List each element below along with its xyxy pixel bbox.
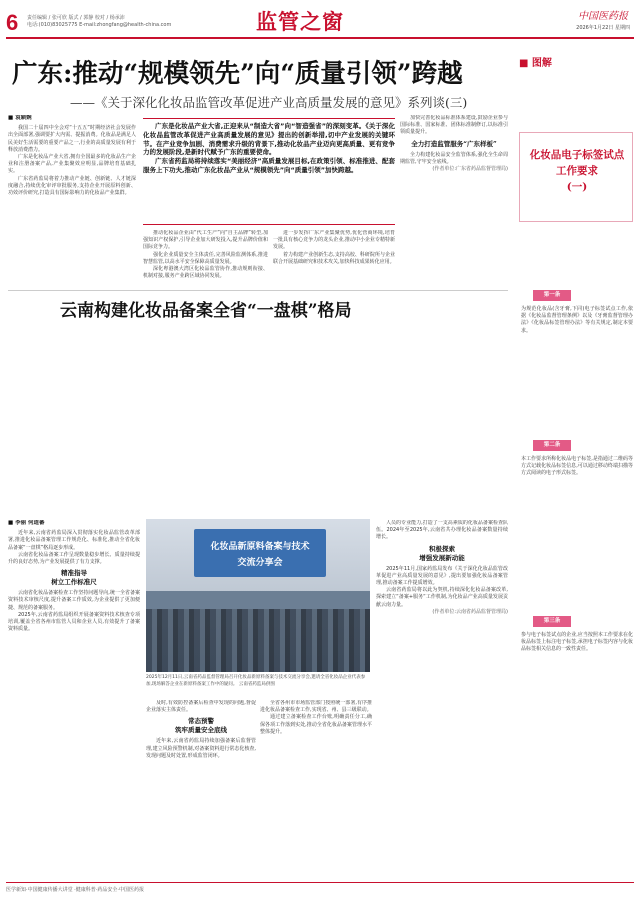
paragraph: 广东省药监局将着力推动产业链、创新链、人才链深度融合,持续优化审评审批服务,支持企业开展原料创新、功效评价研究,打造具有国际影响力的化妆品产业集群。 <box>8 175 136 197</box>
paragraph: 深化粤港澳大湾区化妆品监管协作,推动规则衔接、机制对接,服务产业跨区域协同发展。 <box>143 266 268 280</box>
article2-subhead-3: 积极探索 增强发展新动能 <box>419 544 465 562</box>
article1-subtitle: ——《关于深化化妆品监管改革促进产业高质量发展的意见》系列谈(三) <box>70 95 468 110</box>
paragraph: 云南省化妆品备案工作呈现数量稳步增长、质量持续提升的良好态势,为产业发展提供了有力支撑。 <box>8 551 140 566</box>
banner-line: 化妆品新原料备案与技术 <box>210 542 310 552</box>
paragraph: 强化企业质量安全主体责任,完善风险监测体系,推进智慧监管,以高水平安全保障高质量发展。 <box>143 251 268 265</box>
lead-paragraph: 广东是化妆品产业大省,正迎来从“制造大省”向“智造强省”的深刻变革。《关于深化化妆品监管改革促进产业高质量发展的意见》提出的创新举措,切中产业发展的关键环节。在产业竞争加剧、消费需求升级的背景下,推动化妆品产业迈向更高质量、更有竞争力的发展阶段,是新时代赋予广东的重要使命。 <box>143 122 395 157</box>
paragraph: 全力构建化妆品安全监管体系,强化全生命周期监管,守牢安全底线。 <box>400 151 508 165</box>
page-header <box>0 0 640 38</box>
paragraph: 云南省药监局将以此为契机,持续深化化妆品备案改革,探索建立“备案+服务“工作机制,为化妆品产业高质量发展贡献云南力量。 <box>376 587 508 608</box>
paragraph: 通过建立备案检查工作台账,明确责任分工,确保各项工作落到实处,推动全省化妆品备案管理水平整体提升。 <box>260 714 372 735</box>
infographic-sidebar <box>513 42 634 876</box>
header-rule <box>6 37 634 39</box>
paragraph: 我国二十届四中全会对“十五五”时期经济社会发展作出全面部署,强调要扩大内需、提振消费。化妆品是满足人民美好生活需要的重要产品之一,行业的高质量发展有利于释放消费潜力。 <box>8 125 136 153</box>
sidebar-label-2: 第二条 <box>533 440 571 451</box>
event-photo <box>146 519 370 672</box>
article2-author: ■ 李丽 何道蕃 <box>8 520 45 526</box>
article1-column-4 <box>400 115 508 288</box>
article-divider <box>8 290 508 291</box>
editor-info: 责任编辑 / 张可欣 版式 / 郭静 校对 / 杨承沛 电话:(010)83025775 E-mail:zhongfang@health-china.com <box>27 15 172 28</box>
lead-bottom-rule <box>143 224 395 225</box>
article2-subhead-1: 精准指导 树立工作标准尺 <box>51 569 97 587</box>
sidebar-label-3: 第三条 <box>533 616 571 627</box>
photo-banner <box>194 529 326 577</box>
article1-author: ■ 袁颖婉 <box>8 115 32 121</box>
article2-credit: (作者单位:云南省药品监督管理局) <box>432 608 508 615</box>
paragraph: 近年来,云南省药监局持续加强备案后监督管理,建立风险预警机制,对备案资料进行常态化核查,发现问题及时处置,形成监管闭环。 <box>146 738 256 759</box>
sidebar-label-1: 第一条 <box>533 290 571 301</box>
paragraph: 2025年,云南省药监局组织开展备案资料技术核查专项培训,覆盖全省各州市监管人员和企业人员,有效提升了备案资料质量。 <box>8 611 140 633</box>
sidebar-text-3: 参与电子标签试点的企业,应当按照本工作要求在化妆品标签上标注电子标签,承担电子标签内容与化妆品标签相关信息的一致性责任。 <box>521 632 633 653</box>
sidebar-title-box <box>519 132 633 222</box>
paper-name: 中国医药报 <box>578 11 628 22</box>
article1-column-1 <box>8 115 136 285</box>
paragraph: 进一步发挥广东产业集聚优势,优化营商环境,培育一批具有核心竞争力的龙头企业,推动中小企业专精特新发展。 <box>273 230 395 251</box>
article1-column-3 <box>273 230 395 288</box>
paragraph: 加快完善化妆品标准体系建设,鼓励企业参与国际标准、国家标准、团体标准制修订,以标准引领质量提升。 <box>400 115 508 136</box>
issue-date: 2026年1月22日 星期四 <box>576 25 630 31</box>
article2-column-1 <box>8 520 140 875</box>
article1-title: 广东:推动“规模领先”向“质量引领”跨越 <box>12 59 463 89</box>
paragraph: 2025年11月,国家药监局发布《关于深化化妆品监管改革促进产业高质量发展的意见》,提出要加强化妆品备案管理,推动备案工作提质增效。 <box>376 565 508 587</box>
paragraph: 近年来,云南省药监局深入贯彻落实化妆品监管改革部署,推进化妆品备案管理工作规范化、标准化,推动全省化妆品备案“一盘棋”格局逐步形成。 <box>8 530 140 551</box>
article2-title: 云南构建化妆品备案全省“一盘棋”格局 <box>60 301 352 321</box>
paragraph: 全省各州市市场监管部门按照统一部署,有序推进化妆品备案检查工作,实现省、州、县三级联动。 <box>260 700 372 714</box>
banner-line: 交流分享会 <box>237 558 283 568</box>
paragraph: 推动化妆品企业由“代工生产”向“自主品牌”转型,加强知识产权保护,引导企业加大研发投入,提升品牌价值和国际竞争力。 <box>143 230 268 251</box>
sidebar-title: 化妆品电子标签试点 工作要求 (一) <box>529 149 625 193</box>
article1-credit: (作者单位:广东省药品监督管理局) <box>432 166 508 173</box>
lead-top-rule <box>143 118 395 119</box>
sidebar-text-2: 本工作要求所称化妆品电子标签,是指通过二维码等方式记载化妆品标签信息,可以通过移动终端扫描等方式阅读的电子形式标签。 <box>521 456 633 477</box>
footer-rule <box>6 882 634 883</box>
paragraph: 人员的专业能力,打造了一支高素质的化妆品备案检查队伍。2024年至2025年,云南省共办理化妆品备案数量持续增长。 <box>376 520 508 541</box>
paragraph: 云南省化妆品备案检查工作坚持问题导向,统一全省备案资料技术审核尺度,提升备案工作质效,为企业提供了更加便捷、规范的备案服务。 <box>8 590 140 611</box>
paragraph: 及时,有效防控备案后检查中发现的问题,督促企业落实主体责任。 <box>146 700 256 714</box>
lead-paragraph: 广东省药监局将持续落实“美丽经济”高质量发展目标,在政策引领、标准推进、配套服务上下功夫,推动广东化妆品产业从“规模领先”向“质量引领”加快跨越。 <box>143 157 395 174</box>
article2-subhead-2: 常态预警 筑牢质量安全底线 <box>175 717 227 735</box>
page-footer: 医学新知·中国健康传播大讲堂 ·健康科普·药品安全·中国医药报 <box>6 887 144 893</box>
photo-stage <box>146 591 370 609</box>
article1-column-2 <box>143 230 268 288</box>
paragraph: 着力构建产业创新生态,支持高校、科研院所与企业联合开展基础研究和技术攻关,加快科技成果转化应用。 <box>273 251 395 265</box>
paragraph: 广东是化妆品产业大省,拥有全国最多的化妆品生产企业和注册备案产品,产业集聚效应明显,品牌培育基础扎实。 <box>8 154 136 175</box>
article1-subhead: 全力打造监管服务“广东样板” <box>411 139 497 148</box>
photo-caption: 2025年12月11日,云南省药品监督管理局召开化妆品新原料备案与技术交流分享会,邀请全省化妆品企业代表参加,现场解答企业在新原料备案工作中的疑问。 云南省药监局供图 <box>146 675 366 687</box>
article2-column-4 <box>376 520 508 875</box>
article2-column-2 <box>146 700 256 875</box>
sidebar-text-1: 为规范化妆品(含牙膏,下同)电子标签试点工作,依据《化妆品监督管理条例》以及《牙膏监督管理办法》《化妆品标签管理办法》等有关规定,制定本要求。 <box>521 306 633 334</box>
sidebar-heading: ■ 图解 <box>519 58 552 69</box>
section-title: 监管之窗 <box>256 9 344 34</box>
photo-audience <box>146 609 370 672</box>
page-number: 6 <box>6 10 19 35</box>
article2-column-3 <box>260 700 372 875</box>
article1-lead <box>143 122 395 220</box>
